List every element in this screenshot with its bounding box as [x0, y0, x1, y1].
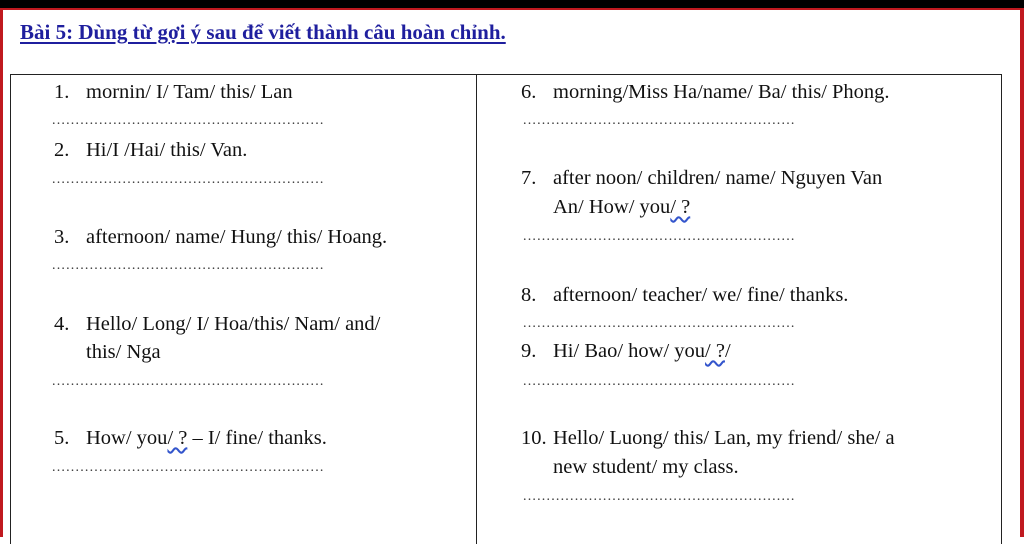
spelling-squiggle: / ? — [670, 196, 691, 218]
left-red-border — [0, 8, 3, 537]
question-5: 5. How/ you/ ? – I/ fine/ thanks. — [54, 427, 327, 449]
exercise-title: Bài 5: Dùng từ gợi ý sau để viết thành câu hoàn chỉnh. — [20, 20, 506, 44]
question-10-continued: new student/ my class. — [553, 456, 739, 478]
question-7-continued: An/ How/ you/ ? — [553, 196, 691, 218]
question-6: 6. morning/Miss Ha/name/ Ba/ this/ Phong. — [521, 81, 890, 103]
question-4: 4. Hello/ Long/ I/ Hoa/this/ Nam/ and/ — [54, 313, 381, 335]
answer-line-8: .......................................................... — [523, 316, 796, 331]
question-9: 9. Hi/ Bao/ how/ you/ ?/ — [521, 340, 731, 362]
question-2: 2. Hi/I /Hai/ this/ Van. — [54, 139, 248, 161]
spelling-squiggle: / ? — [705, 340, 725, 362]
top-red-line — [0, 8, 1024, 10]
answer-line-1: .......................................................... — [52, 113, 325, 128]
question-1: 1. mornin/ I/ Tam/ this/ Lan — [54, 81, 293, 103]
question-10: 10. Hello/ Luong/ this/ Lan, my friend/ she/ a — [521, 427, 895, 449]
top-black-bar — [0, 0, 1024, 8]
spelling-squiggle: / ? — [167, 427, 188, 449]
question-4-continued: this/ Nga — [86, 341, 161, 363]
question-8: 8. afternoon/ teacher/ we/ fine/ thanks. — [521, 284, 849, 306]
answer-line-10: .......................................................... — [523, 489, 796, 504]
answer-line-5: .......................................................... — [52, 460, 325, 475]
answer-line-3: .......................................................... — [52, 258, 325, 273]
answer-line-6: .......................................................... — [523, 113, 796, 128]
answer-line-4: .......................................................... — [52, 374, 325, 389]
answer-line-7: .......................................................... — [523, 229, 796, 244]
question-7: 7. after noon/ children/ name/ Nguyen Van — [521, 167, 883, 189]
right-red-border — [1020, 8, 1024, 537]
question-3: 3. afternoon/ name/ Hung/ this/ Hoang. — [54, 226, 388, 248]
answer-line-9: .......................................................... — [523, 374, 796, 389]
answer-line-2: .......................................................... — [52, 172, 325, 187]
